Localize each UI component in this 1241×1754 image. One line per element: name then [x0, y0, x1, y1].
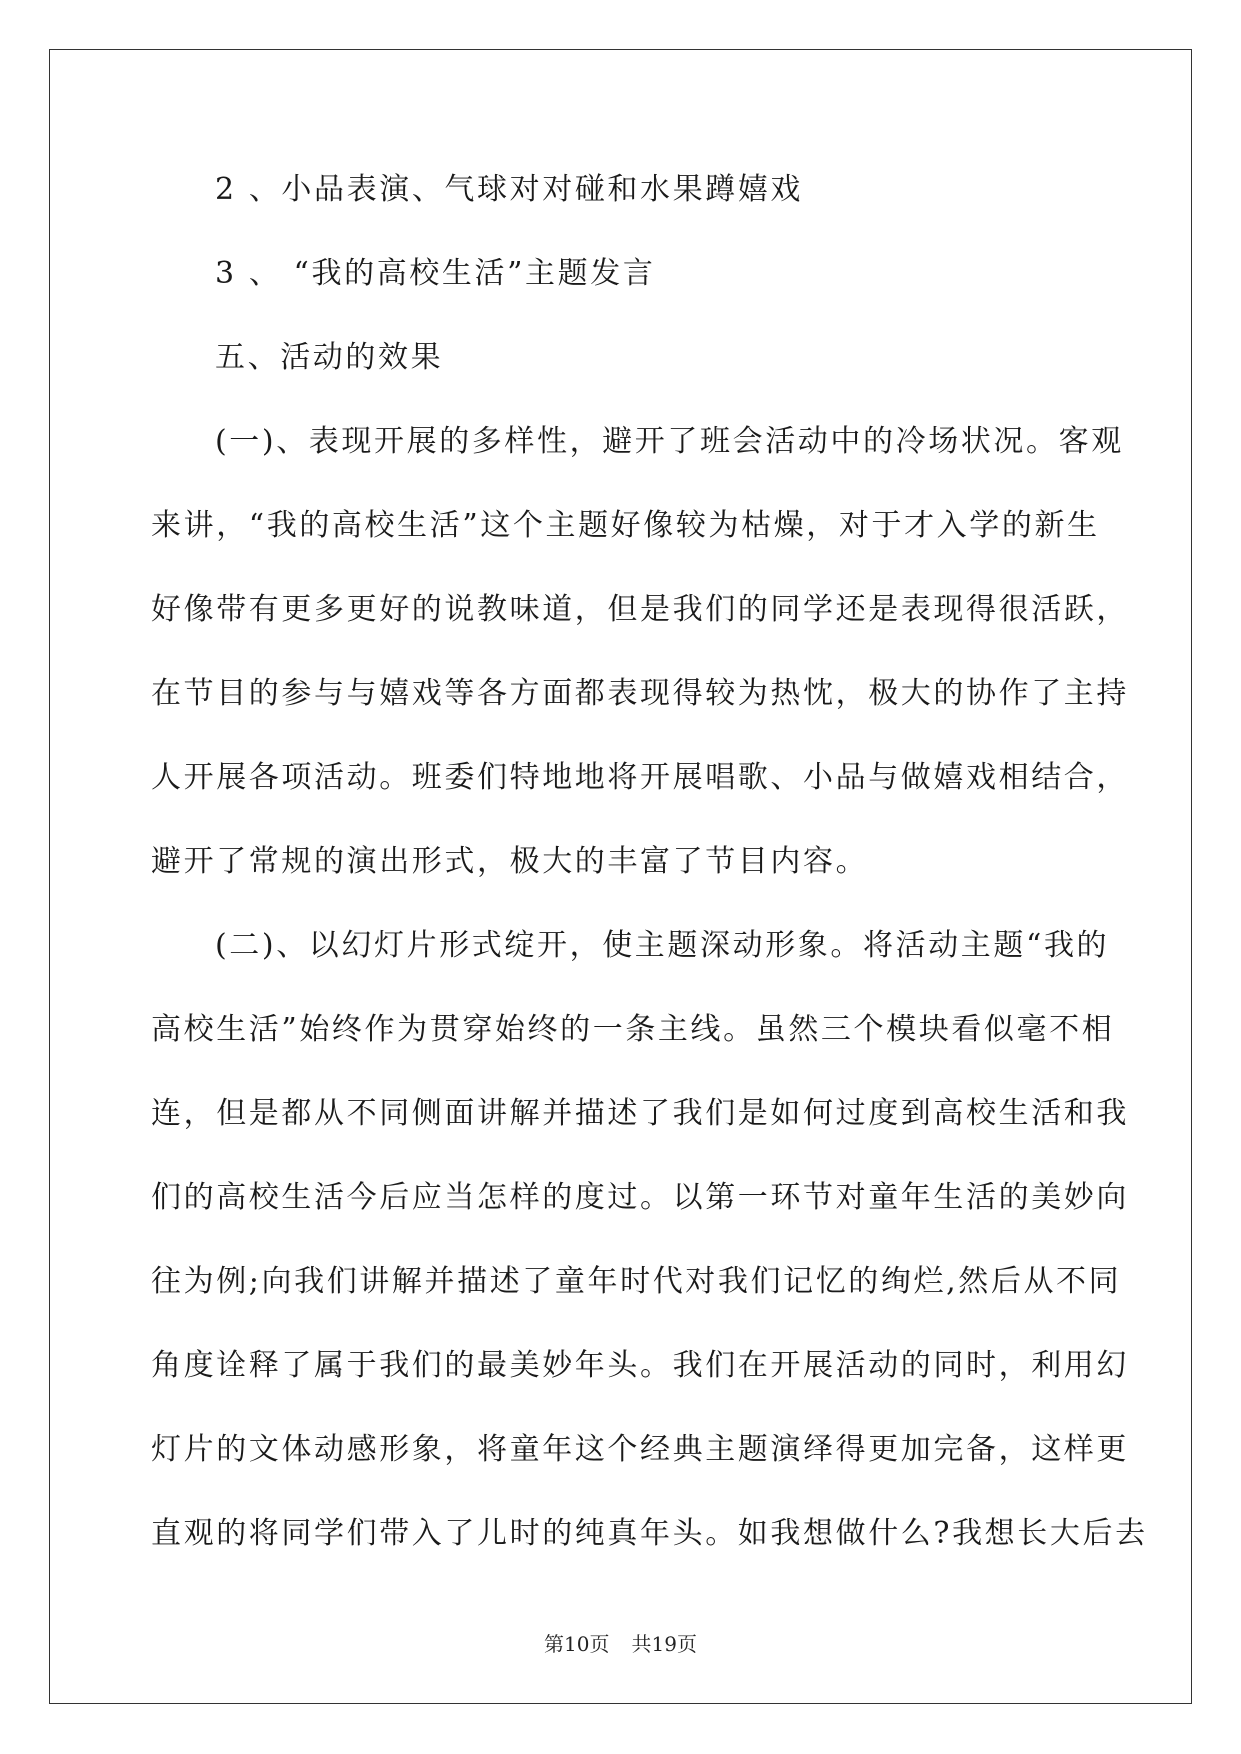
paragraph-line: 灯片的文体动感形象，将童年这个经典主题演绎得更加完备，这样更	[151, 1432, 1129, 1467]
paragraph-line: 直观的将同学们带入了儿时的纯真年头。如我想做什么?我想长大后去	[151, 1516, 1148, 1551]
list-item-2: 2 、小品表演、气球对对碰和水果蹲嬉戏	[215, 172, 804, 207]
paragraph-line: 连，但是都从不同侧面讲解并描述了我们是如何过度到高校生活和我	[151, 1096, 1129, 1131]
paragraph-line: 避开了常规的演出形式，极大的丰富了节目内容。	[151, 844, 869, 879]
paragraph-line: (二)、以幻灯片形式绽开，使主题深动形象。将活动主题“我的	[215, 928, 1110, 963]
page-footer	[0, 1630, 1241, 1658]
page-total: 共19页	[631, 1632, 697, 1656]
paragraph-line: 人开展各项活动。班委们特地地将开展唱歌、小品与做嬉戏相结合，	[151, 760, 1129, 795]
paragraph-line: (一)、表现开展的多样性，避开了班会活动中的冷场状况。客观	[215, 424, 1124, 459]
paragraph-line: 角度诠释了属于我们的最美妙年头。我们在开展活动的同时，利用幻	[151, 1348, 1129, 1383]
list-item-3: 3 、 “我的高校生活”主题发言	[215, 256, 656, 291]
page-number: 第10页	[544, 1632, 610, 1656]
paragraph-line: 们的高校生活今后应当怎样的度过。以第一环节对童年生活的美妙向	[151, 1180, 1129, 1215]
paragraph-line: 高校生活”始终作为贯穿始终的一条主线。虽然三个模块看似毫不相	[151, 1012, 1115, 1047]
paragraph-line: 好像带有更多更好的说教味道，但是我们的同学还是表现得很活跃，	[151, 592, 1129, 627]
paragraph-line: 往为例;向我们讲解并描述了童年时代对我们记忆的绚烂,然后从不同	[151, 1264, 1122, 1299]
paragraph-line: 在节目的参与与嬉戏等各方面都表现得较为热忱，极大的协作了主持	[151, 676, 1129, 711]
paragraph-line: 来讲，“我的高校生活”这个主题好像较为枯燥，对于才入学的新生	[151, 508, 1100, 543]
section-heading: 五、活动的效果	[215, 340, 444, 375]
